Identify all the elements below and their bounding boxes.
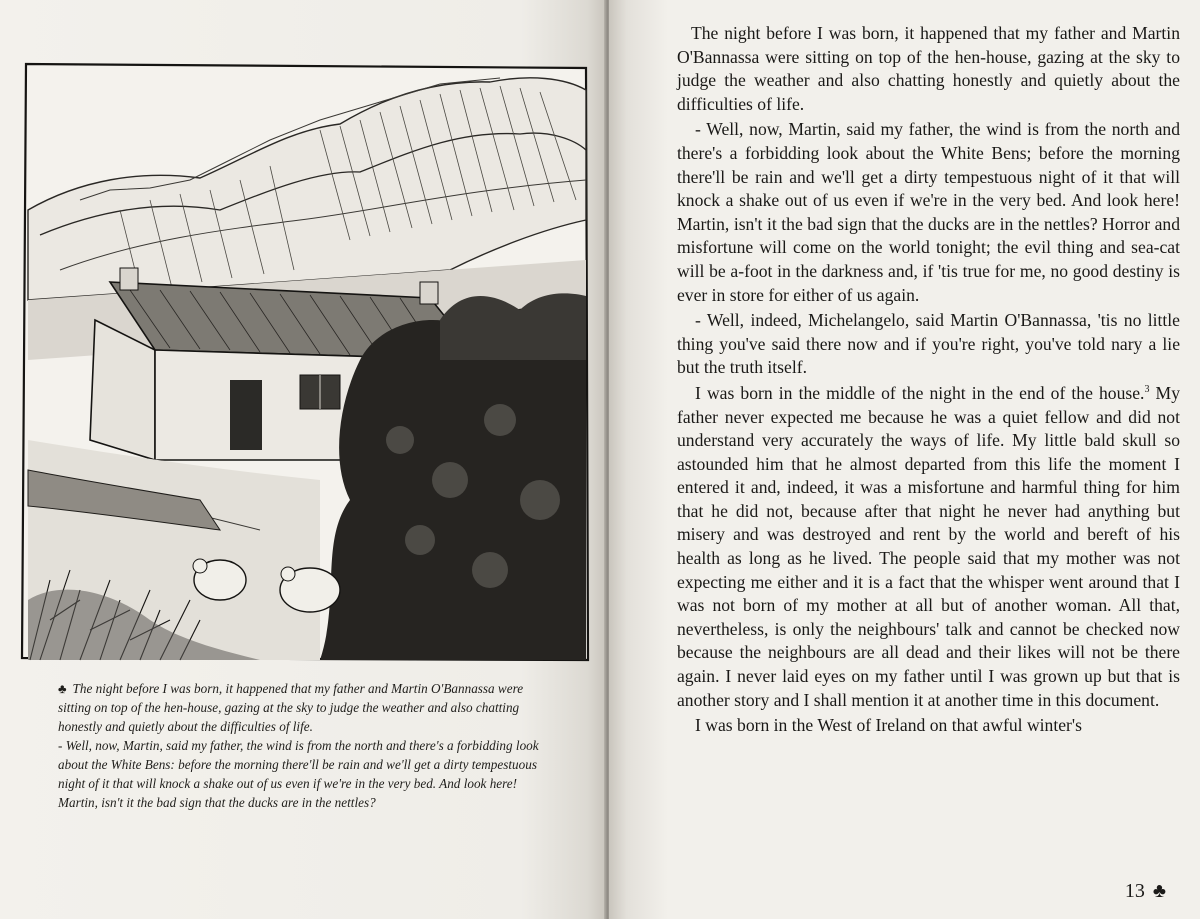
cottage-drawing: [20, 60, 590, 665]
right-page: [609, 0, 1200, 919]
paragraph-1: The night before I was born, it happened that my father and Martin O'Bannassa were sitting on top of the hen-house, gazing at the sky to judge the weather and also chatting honestly and quietly about the difficulties of life.: [677, 23, 1180, 114]
page-footer: [1125, 880, 1166, 903]
caption-paragraph-1: [58, 679, 558, 736]
paragraph-4: [677, 382, 1180, 712]
paragraph-2: - Well, now, Martin, said my father, the wind is from the north and there's a forbidding look about the White Bens; before the morning there'll be rain and we'll get a dirty tempestuous night of it that will knock a shake out of us even if we're in the very bed. And look here! Martin, isn't it the bad sign that the ducks are in the nettles? Horror and misfortune will come on the world tonight; the evil thing and sea-cat will be a-foot in the darkness and, if 'tis true for me, no good destiny is ever in store for either of us again.: [677, 119, 1180, 305]
paragraph-4-rest: My father never expected me because he was a quiet fellow and did not understand very accurately the ways of life. My little bald skull so astounded him that he almost departed from this life the moment I entered it and, indeed, it was a misfortune and harmful thing for him that he did not, because after that night he never had anything but misery and was destroyed and rent by the world and bereft of his health as long as he lived. The people said that my mother was not expecting me either and it is a fact that the whisper went around that I was not born of my mother at all but of another woman. All that, nevertheless, is only the neighbours' talk and cannot be checked now because the neighbours are all dead and their likes will not be there again. I never laid eyes on my father until I was grown up but that is another story and I shall mention it at another time in this document.: [677, 382, 1180, 710]
clover-ornament-icon: ♣: [1152, 880, 1166, 902]
page-number: 13: [1124, 880, 1145, 902]
paragraph-5: I was born in the West of Ireland on that awful winter's: [695, 715, 1082, 736]
illustration-caption: [58, 679, 558, 812]
footnote-marker: 3: [1144, 384, 1150, 396]
cottage-illustration: [20, 60, 590, 665]
clover-icon: ♣: [58, 681, 67, 696]
caption-text-1: The night before I was born, it happened that my father and Martin O'Bannassa were sitting on top of the hen-house, gazing at the sky to judge the weather and also chatting honestly and quietly about the difficulties of life.: [58, 681, 524, 734]
paragraph-3: - Well, indeed, Michelangelo, said Martin O'Bannassa, 'tis no little thing you've said there now and if you're right, you've told nary a lie but the truth itself.: [677, 310, 1180, 378]
body-text: [677, 22, 1180, 740]
caption-paragraph-2: - Well, now, Martin, said my father, the wind is from the north and there's a forbidding look about the White Bens: before the morning there'll be rain and we'll get a dirty tempestuous night of it that will knock a shake out of us even if we're in the very bed. And look here! Martin, isn't it the bad sign that the ducks are in the nettles?: [58, 738, 539, 810]
paragraph-4-start: I was born in the middle of the night in the end of the house.: [695, 382, 1145, 403]
